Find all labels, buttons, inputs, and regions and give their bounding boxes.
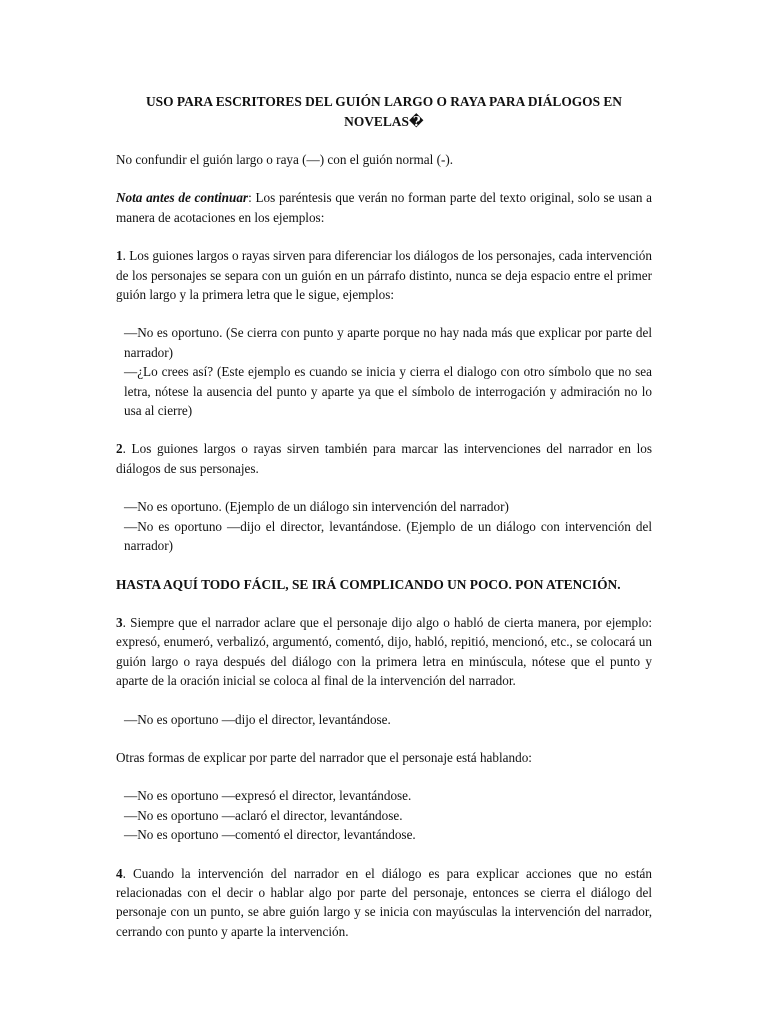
section-3-form-3: —No es oportuno —comentó el director, levantándose. xyxy=(124,827,416,843)
section-3-other-forms: Otras formas de explicar por parte del narrador que el personaje está hablando: xyxy=(116,749,532,765)
section-3-form-1: —No es oportuno —expresó el director, levantándose. xyxy=(124,788,412,804)
section-2-paragraph xyxy=(116,439,652,478)
section-3-number: 3 xyxy=(116,614,123,630)
section-1-example-1: —No es oportuno. (Se cierra con punto y aparte porque no hay nada más que explicar por parte del narrador) xyxy=(124,325,652,360)
section-2-text: . Los guiones largos o rayas sirven también para marcar las intervenciones del narrador en los diálogos de sus personajes. xyxy=(116,441,652,476)
section-1-example-2: —¿Lo crees así? (Este ejemplo es cuando se inicia y cierra el dialogo con otro símbolo que no sea letra, nótese la ausencia del punto y aparte ya que el símbolo de interrogación y admiración no lo usa al cierre) xyxy=(124,364,652,419)
note-label: Nota antes de continuar xyxy=(116,190,249,206)
section-2-number: 2 xyxy=(116,441,123,457)
note-paragraph xyxy=(116,188,652,227)
section-4-text: . Cuando la intervención del narrador en el diálogo es para explicar acciones que no están relacionadas con el decir o hablar algo por parte del personaje, entonces se cierra el diálogo del personaje con un punto, se abre guión largo y se inicia con mayúsculas la intervención del narrador, cerrando con punto y aparte la intervención. xyxy=(116,865,652,939)
document-title xyxy=(116,92,652,132)
section-3-example-1: —No es oportuno —dijo el director, levantándose. xyxy=(124,711,391,727)
section-4-number: 4 xyxy=(116,865,123,881)
section-2-example-1: —No es oportuno. (Ejemplo de un diálogo sin intervención del narrador) xyxy=(124,499,509,515)
section-1-text: . Los guiones largos o rayas sirven para diferenciar los diálogos de los personajes, cada intervención de los personajes se separa con un guión en un párrafo distinto, nunca se deja espacio entre el primer guión largo y la primera letra que le sigue, ejemplos: xyxy=(116,248,652,303)
section-3-form-2: —No es oportuno —aclaró el director, levantándose. xyxy=(124,807,403,823)
document-page xyxy=(116,92,652,941)
note-text: : Los paréntesis que verán no forman parte del texto original, solo se usan a manera de acotaciones en los ejemplos: xyxy=(116,190,653,225)
title-line-1: USO PARA ESCRITORES DEL GUIÓN LARGO O RAYA PARA DIÁLOGOS EN xyxy=(146,94,622,109)
section-4-paragraph xyxy=(116,864,652,942)
section-3-paragraph xyxy=(116,613,652,691)
warning-heading: HASTA AQUÍ TODO FÁCIL, SE IRÁ COMPLICANDO UN POCO. PON ATENCIÓN. xyxy=(116,576,621,592)
section-1-paragraph xyxy=(116,246,652,304)
title-line-2: NOVELAS� xyxy=(344,114,424,129)
section-2-example-2: —No es oportuno —dijo el director, levantándose. (Ejemplo de un diálogo con intervención del narrador) xyxy=(124,518,652,554)
section-3-text: . Siempre que el narrador aclare que el personaje dijo algo o habló de cierta manera, por ejemplo: expresó, enumeró, verbalizó, argumentó, comentó, dijo, habló, repitió, mencionó, etc., se colocará un guión largo o raya después del diálogo con la primera letra en minúscula, nótese que el punto y aparte de la oración inicial se coloca al final de la intervención del narrador. xyxy=(116,614,652,689)
section-1-number: 1 xyxy=(116,248,123,264)
intro-paragraph: No confundir el guión largo o raya (—) con el guión normal (-). xyxy=(116,152,454,167)
